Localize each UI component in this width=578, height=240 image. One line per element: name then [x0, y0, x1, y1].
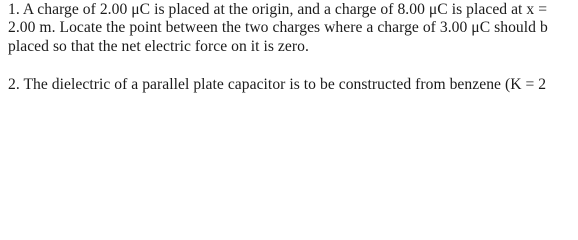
problem-1-line-1: 1. A charge of 2.00 μC is placed at the origin, and a charge of 8.00 μC is placed at x = — [8, 1, 548, 18]
problem-2-line-1: 2. The dielectric of a parallel plate capacitor is to be constructed from benzene (K = 2 — [8, 76, 547, 93]
problem-1-line-3: placed so that the net electric force on it is zero. — [8, 38, 309, 55]
problem-1-line-2: 2.00 m. Locate the point between the two charges where a charge of 3.00 μC should b — [8, 19, 548, 36]
